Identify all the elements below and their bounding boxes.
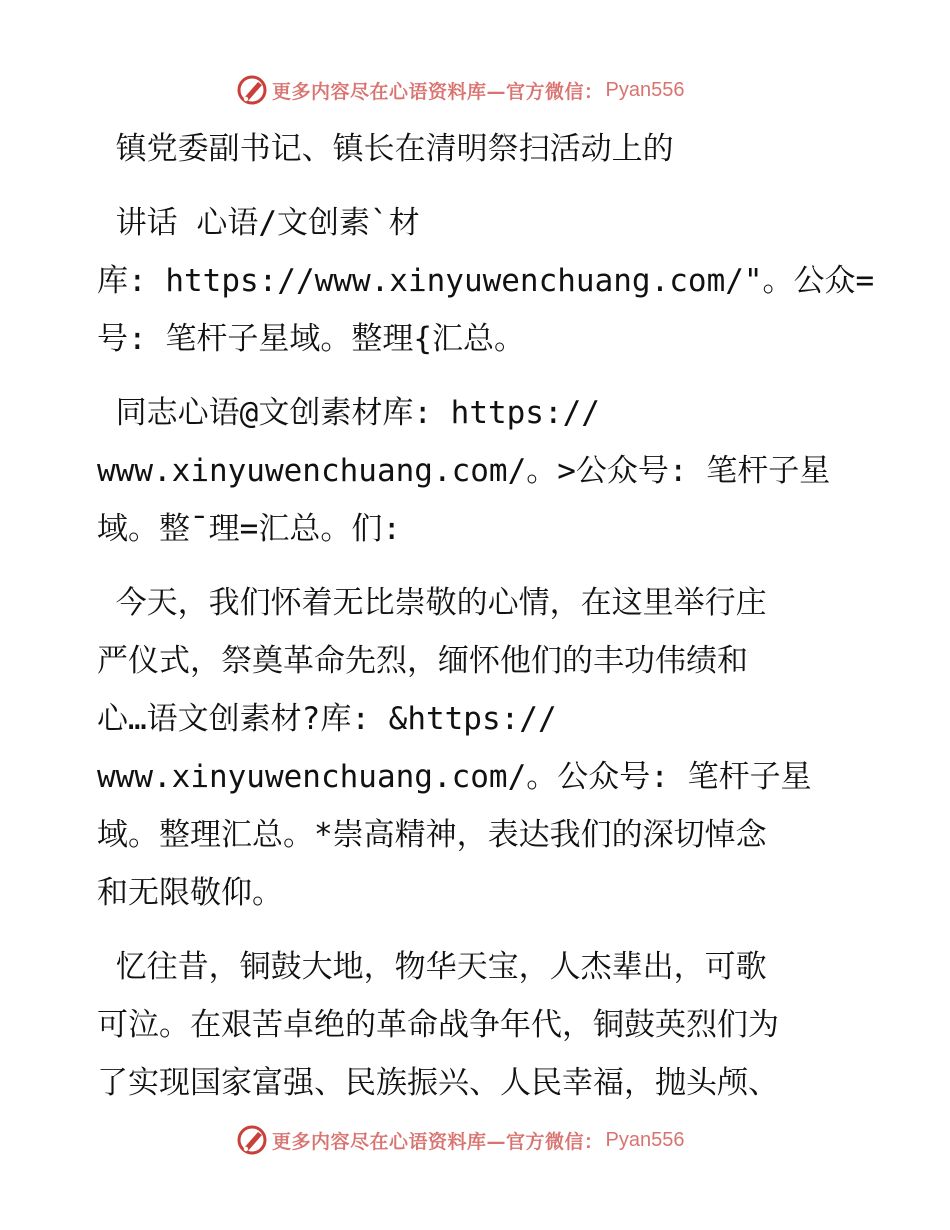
text-line: 同志心语@文创素材库: https:// — [97, 395, 600, 431]
paragraph — [97, 574, 857, 922]
text-line: 库: https://www.xinyuwenchuang.com/"。公众= — [97, 263, 875, 299]
text-line: 讲话 心语/文创素`材 — [97, 205, 420, 241]
text-line: 域。整理汇总。*崇高精神，表达我们的深切悼念 — [97, 817, 767, 853]
text-line: 忆往昔，铜鼓大地，物华天宝，人杰辈出，可歌 — [97, 949, 767, 985]
header-watermark — [236, 73, 684, 107]
text-line: 域。整¯理=汇总。们: — [97, 511, 401, 547]
paragraph — [97, 194, 875, 368]
text-line: 严仪式，祭奠革命先烈，缅怀他们的丰功伟绩和 — [97, 643, 748, 679]
text-line: 了实现国家富强、民族振兴、人民幸福，抛头颅、 — [97, 1065, 779, 1101]
paragraph — [97, 938, 857, 1112]
pen-logo-icon — [236, 1124, 268, 1156]
text-line: 可泣。在艰苦卓绝的革命战争年代，铜鼓英烈们为 — [97, 1007, 779, 1043]
text-line: 号: 笔杆子星域。整理{汇总。 — [97, 321, 525, 357]
document-body — [97, 120, 875, 1112]
paragraph-title — [97, 120, 857, 178]
watermark-id: Pyan556 — [605, 1128, 685, 1151]
footer-watermark — [236, 1123, 684, 1157]
watermark-text: 更多内容尽在心语资料库—官方微信： — [272, 80, 604, 103]
watermark-text: 更多内容尽在心语资料库—官方微信： — [272, 1130, 604, 1153]
text-line: 和无限敬仰。 — [97, 875, 283, 911]
text-line: 心…语文创素材?库: &https:// — [97, 701, 557, 737]
text-line: www.xinyuwenchuang.com/。>公众号: 笔杆子星 — [97, 453, 831, 489]
text-line: 今天，我们怀着无比崇敬的心情，在这里举行庄 — [97, 585, 767, 621]
text-line: www.xinyuwenchuang.com/。公众号: 笔杆子星 — [97, 759, 812, 795]
text-line: 镇党委副书记、镇长在清明祭扫活动上的 — [97, 131, 674, 167]
paragraph — [97, 384, 857, 558]
watermark-id: Pyan556 — [605, 78, 685, 101]
pen-logo-icon — [236, 74, 268, 106]
